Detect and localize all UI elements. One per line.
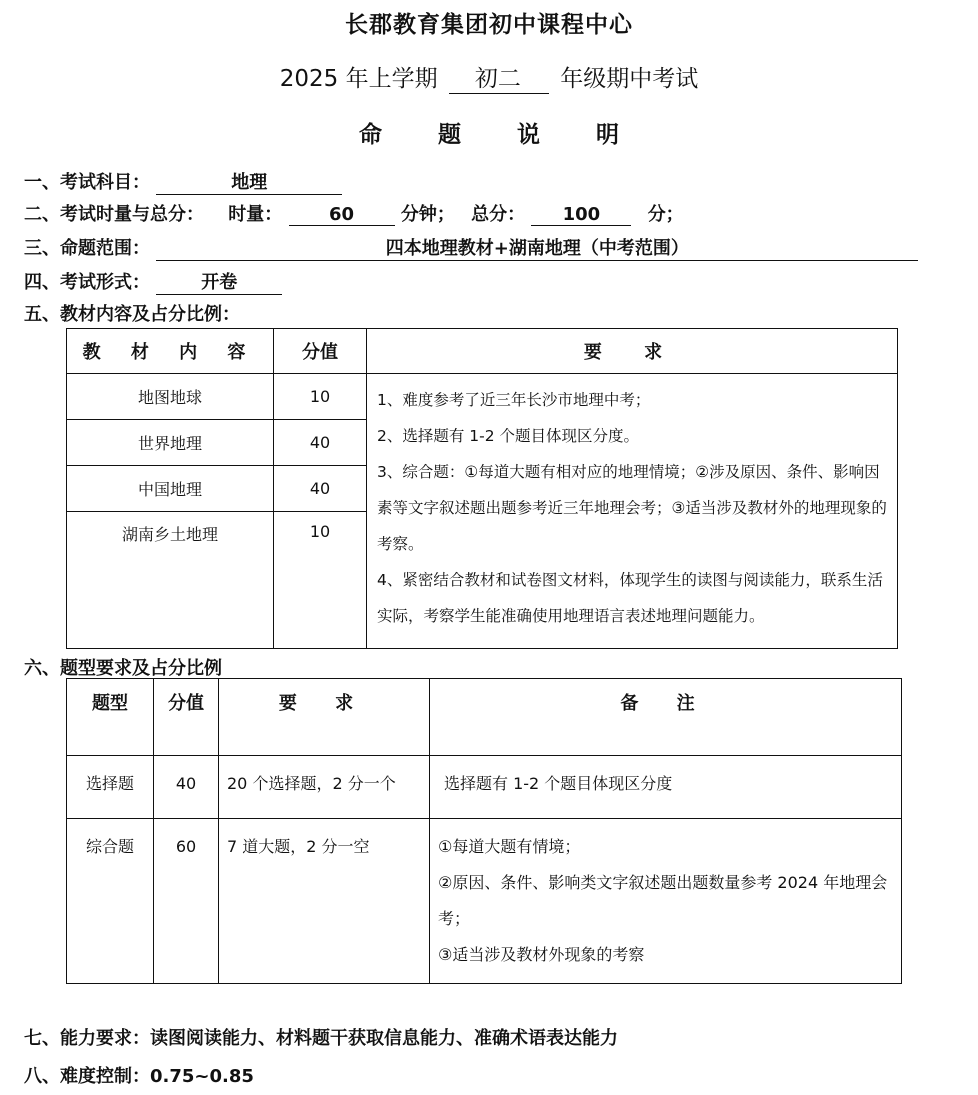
content-cell: 地图地球: [67, 374, 274, 420]
note-item: ②原因、条件、影响类文字叙述题出题数量参考 2024 年地理会考；: [438, 873, 888, 928]
requirement-item: 2、选择题有 1-2 个题目体现区分度。: [377, 427, 640, 445]
question-type-section-label: 六、题型要求及占分比例: [24, 658, 222, 679]
form-label: 四、考试形式：: [24, 272, 150, 293]
requirement-item: 3、综合题：①每道大题有相对应的地理情境；②涉及原因、条件、影响因素等文字叙述题出题参考近三年地理会考；③适当涉及教材外的地理现象的考察。: [377, 463, 887, 553]
subject-line: [24, 168, 342, 195]
requirements-cell: [367, 374, 898, 649]
score-cell: 10: [274, 374, 367, 420]
scope-value: 四本地理教材+湖南地理（中考范围）: [156, 234, 918, 261]
question-type-table: [66, 678, 902, 984]
content-score-table: [66, 328, 898, 649]
table-row: [67, 756, 902, 819]
time-score-line: [24, 200, 684, 226]
header-notes: 备 注: [430, 679, 902, 756]
header-content: 教 材 内 容: [67, 329, 274, 374]
score-cell: 10: [274, 512, 367, 649]
score-unit: 分；: [647, 204, 684, 225]
content-cell: 世界地理: [67, 420, 274, 466]
table-row: [67, 819, 902, 984]
requirement-cell: 7 道大题，2 分一空: [219, 819, 430, 984]
content-cell: 湖南乡土地理: [67, 512, 274, 649]
score-sub-label: 总分：: [471, 204, 526, 225]
scope-label: 三、命题范围：: [24, 238, 150, 259]
requirement-item: 4、紧密结合教材和试卷图文材料，体现学生的读图与阅读能力，联系生活实际，考察学生能准确使用地理语言表述地理问题能力。: [377, 571, 883, 625]
time-score-label: 二、考试时量与总分：: [24, 204, 204, 225]
score-value: 100: [531, 204, 631, 226]
header-type: 题型: [67, 679, 154, 756]
type-cell: 综合题: [67, 819, 154, 984]
requirement-item: 1、难度参考了近三年长沙市地理中考；: [377, 391, 651, 409]
table-header-row: [67, 329, 898, 374]
exam-type: 年级期中考试: [560, 66, 699, 92]
content-section-label: 五、教材内容及占分比例：: [24, 304, 240, 325]
score-cell: 60: [154, 819, 219, 984]
score-cell: 40: [154, 756, 219, 819]
header-requirement: 要 求: [219, 679, 430, 756]
score-cell: 40: [274, 466, 367, 512]
note-item: ①每道大题有情境；: [438, 837, 581, 856]
document-title: 命 题 说 明: [358, 122, 644, 148]
time-sub-label: 时量：: [228, 204, 283, 225]
notes-cell: [430, 819, 902, 984]
organization-title: 长郡教育集团初中课程中心: [345, 12, 633, 38]
exam-term: 2025 年上学期: [279, 66, 438, 92]
difficulty-control: 八、难度控制：0.75~0.85: [24, 1066, 254, 1087]
subject-value: 地理: [156, 168, 342, 195]
exam-grade: 初二: [449, 60, 549, 94]
exam-title: [0, 60, 978, 94]
table-row: [67, 374, 898, 420]
ability-requirement: 七、能力要求：读图阅读能力、材料题干获取信息能力、准确术语表达能力: [24, 1028, 618, 1049]
header-requirement: 要 求: [367, 329, 898, 374]
requirement-cell: 20 个选择题，2 分一个: [219, 756, 430, 819]
time-unit: 分钟；: [400, 204, 455, 225]
type-cell: 选择题: [67, 756, 154, 819]
header-score: 分值: [274, 329, 367, 374]
subject-label: 一、考试科目：: [24, 172, 150, 193]
header-score: 分值: [154, 679, 219, 756]
time-value: 60: [289, 204, 395, 226]
note-item: ③适当涉及教材外现象的考察: [438, 945, 645, 964]
content-cell: 中国地理: [67, 466, 274, 512]
scope-line: [24, 234, 918, 261]
notes-cell: 选择题有 1-2 个题目体现区分度: [430, 756, 902, 819]
score-cell: 40: [274, 420, 367, 466]
table-header-row: [67, 679, 902, 756]
form-line: [24, 268, 282, 295]
form-value: 开卷: [156, 268, 282, 295]
